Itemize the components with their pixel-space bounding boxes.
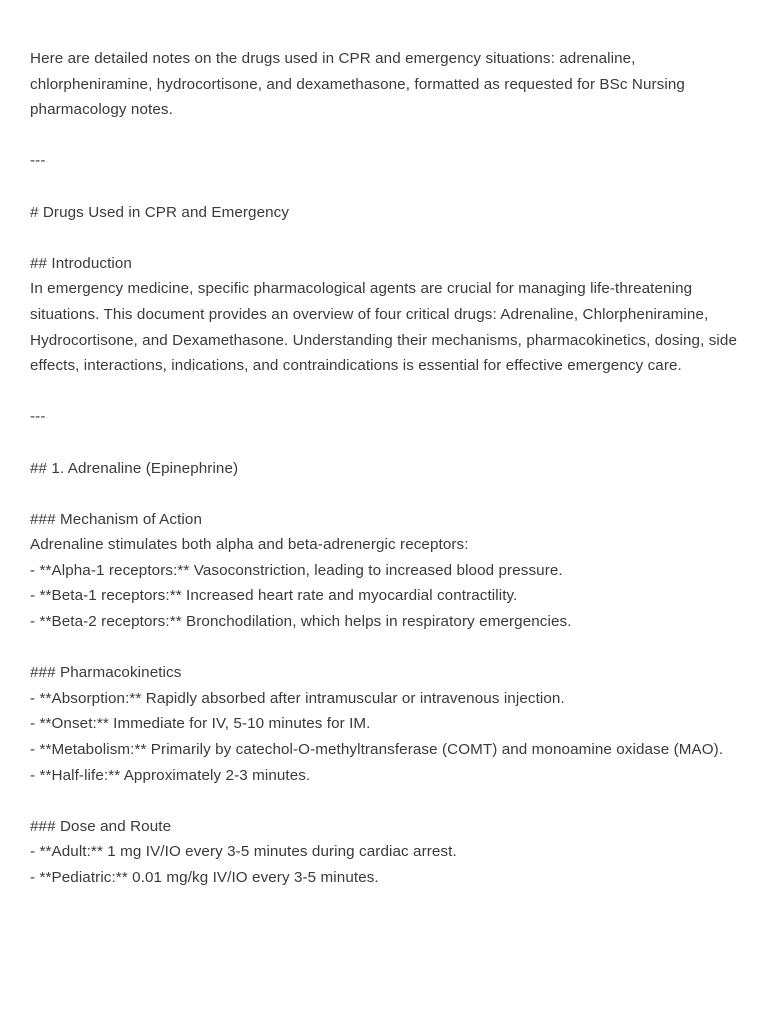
list-item: - **Absorption:** Rapidly absorbed after intramuscular or intravenous injection.	[30, 689, 565, 707]
list-item: - **Beta-2 receptors:** Bronchodilation, which helps in respiratory emergencies.	[30, 613, 572, 631]
blank-line	[30, 788, 738, 814]
section-heading-introduction: ## Introduction	[30, 254, 132, 272]
list-item: - **Alpha-1 receptors:** Vasoconstriction, leading to increased blood pressure.	[30, 561, 563, 579]
blank-line	[30, 481, 738, 507]
document-title: # Drugs Used in CPR and Emergency	[30, 203, 290, 221]
separator: ---	[30, 408, 46, 426]
section-heading-adrenaline: ## 1. Adrenaline (Epinephrine)	[30, 459, 239, 477]
blank-line	[30, 635, 738, 661]
list-item: - **Pediatric:** 0.01 mg/kg IV/IO every 3-5 minutes.	[30, 869, 379, 886]
blank-line	[30, 174, 738, 200]
list-item: - **Half-life:** Approximately 2-3 minutes.	[30, 766, 311, 784]
introduction-paragraph: In emergency medicine, specific pharmacological agents are crucial for managing life-threatening situations. This document provides an overview of four critical drugs: Adrenaline, Chlorpheniramine, Hydrocortisone, and Dexamethasone. Understanding their mechanisms, pharmacokinetics, dosing, side effects, interactions, indications, and contraindications is essential for effective emergency care.	[30, 280, 742, 375]
notes-document	[30, 46, 742, 891]
intro-paragraph: Here are detailed notes on the drugs used in CPR and emergency situations: adrenaline, chlorpheniramine, hydrocortisone, and dexamethasone, formatted as requested for BSc Nursing pharmacology notes.	[30, 50, 690, 119]
separator: ---	[30, 152, 46, 170]
blank-line	[30, 379, 738, 405]
subheading-dose-route: ### Dose and Route	[30, 817, 172, 835]
blank-line	[30, 225, 738, 251]
list-item: - **Onset:** Immediate for IV, 5-10 minutes for IM.	[30, 715, 371, 733]
subheading-mechanism: ### Mechanism of Action	[30, 510, 202, 528]
blank-line	[30, 430, 738, 456]
subheading-pharmacokinetics: ### Pharmacokinetics	[30, 664, 182, 682]
mechanism-text: Adrenaline stimulates both alpha and beta-adrenergic receptors:	[30, 536, 469, 554]
blank-line	[30, 123, 738, 149]
list-item: - **Adult:** 1 mg IV/IO every 3-5 minutes during cardiac arrest.	[30, 843, 457, 861]
list-item: - **Metabolism:** Primarily by catechol-O-methyltransferase (COMT) and monoamine oxidase (MAO).	[30, 741, 724, 759]
list-item: - **Beta-1 receptors:** Increased heart rate and myocardial contractility.	[30, 587, 518, 605]
